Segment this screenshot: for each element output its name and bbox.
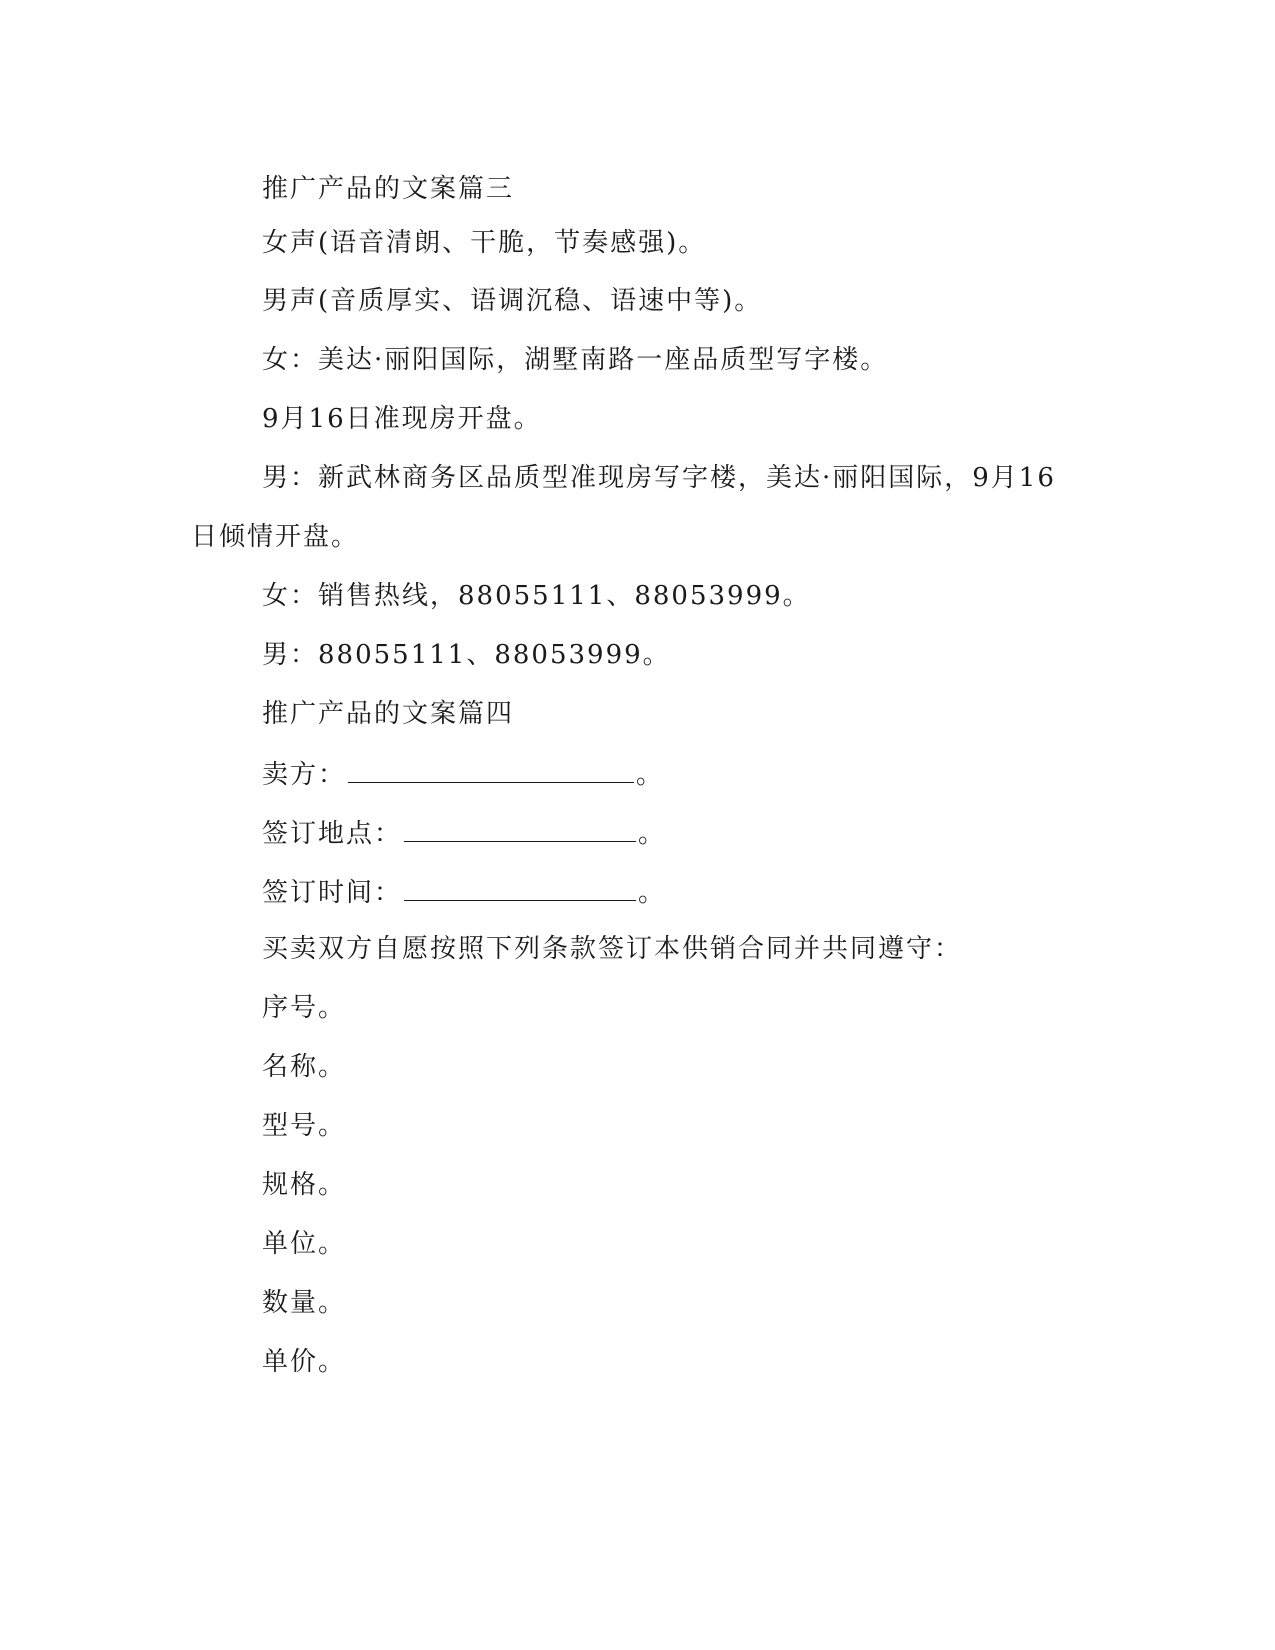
time-field bbox=[262, 874, 666, 910]
time-blank bbox=[404, 874, 636, 901]
time-end-mark: 。 bbox=[638, 878, 667, 908]
item-name: 名称。 bbox=[262, 1052, 347, 1082]
agreement-paragraph: 买卖双方自愿按照下列条款签订本供销合同并共同遵守： bbox=[262, 934, 963, 964]
seller-field bbox=[262, 756, 664, 792]
time-label: 签订时间： bbox=[262, 878, 403, 908]
paragraph-male-voice: 男声(音质厚实、语调沉稳、语速中等)。 bbox=[262, 286, 763, 316]
paragraph-male-line-1-cont: 日倾情开盘。 bbox=[191, 522, 360, 552]
place-label: 签订地点： bbox=[262, 819, 403, 849]
item-unit-price: 单价。 bbox=[262, 1347, 347, 1377]
paragraph-male-hotline: 男：88055111、88053999。 bbox=[262, 640, 671, 670]
item-unit: 单位。 bbox=[262, 1229, 347, 1259]
place-field bbox=[262, 815, 666, 851]
section-heading-4: 推广产品的文案篇四 bbox=[262, 699, 515, 729]
item-spec: 规格。 bbox=[262, 1170, 347, 1200]
paragraph-opening-date: 9月16日准现房开盘。 bbox=[262, 404, 542, 434]
place-blank bbox=[404, 815, 636, 842]
item-model: 型号。 bbox=[262, 1111, 347, 1141]
paragraph-male-line-1: 男：新武林商务区品质型准现房写字楼，美达·丽阳国际，9月16 bbox=[262, 463, 1056, 493]
place-end-mark: 。 bbox=[638, 819, 667, 849]
seller-label: 卖方： bbox=[262, 760, 347, 790]
paragraph-female-hotline: 女：销售热线，88055111、88053999。 bbox=[262, 581, 811, 611]
seller-end-mark: 。 bbox=[636, 760, 665, 790]
section-heading-3: 推广产品的文案篇三 bbox=[262, 174, 515, 204]
seller-blank bbox=[348, 756, 634, 783]
paragraph-female-voice: 女声(语音清朗、干脆，节奏感强)。 bbox=[262, 228, 707, 258]
paragraph-female-line-1: 女：美达·丽阳国际，湖墅南路一座品质型写字楼。 bbox=[262, 345, 889, 375]
item-serial: 序号。 bbox=[262, 993, 347, 1023]
item-quantity: 数量。 bbox=[262, 1288, 347, 1318]
